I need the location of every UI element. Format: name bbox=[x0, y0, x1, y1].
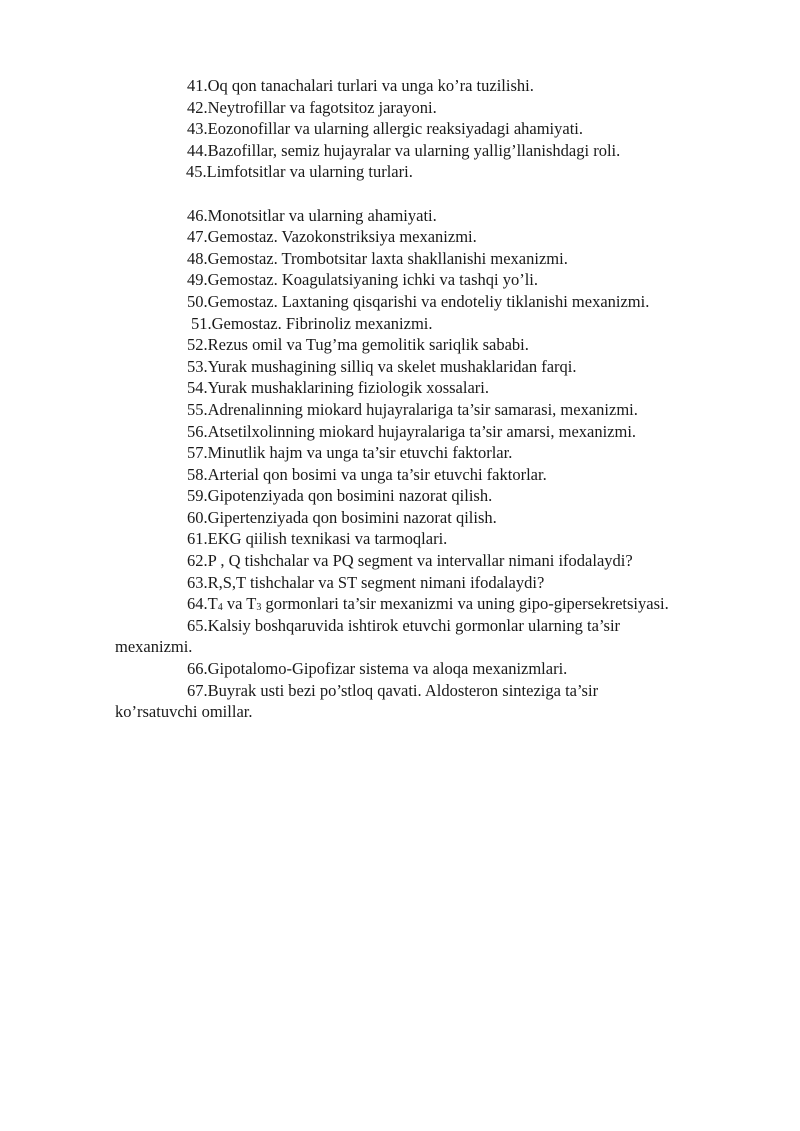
item-text: gormonlari ta’sir mexanizmi va uning gipo-gipersekretsiyasi. bbox=[261, 594, 669, 614]
item-text: Bazofillar, semiz hujayralar va ularning yallig’llanishdagi roli. bbox=[207, 140, 621, 160]
item-number: 46. bbox=[187, 205, 208, 225]
list-item bbox=[0, 507, 800, 529]
list-item bbox=[0, 615, 800, 637]
list-item bbox=[0, 334, 800, 356]
item-text: Gemostaz. Trombotsitar laxta shakllanishi mexanizmi. bbox=[207, 248, 568, 268]
item-text: Gipertenziyada qon bosimini nazorat qilish. bbox=[207, 507, 497, 527]
item-number: 48. bbox=[187, 248, 208, 268]
item-text: Oq qon tanachalari turlari va unga ko’ra tuzilishi. bbox=[207, 76, 534, 95]
item-text: Eozonofillar va ularning allergic reaksiyadagi ahamiyati. bbox=[207, 119, 584, 139]
list-item bbox=[0, 550, 800, 572]
conjunction: va bbox=[222, 594, 247, 614]
list-item bbox=[0, 593, 800, 615]
list-item bbox=[0, 248, 800, 270]
item-number: 66. bbox=[187, 659, 208, 679]
item-number: 45. bbox=[186, 162, 207, 182]
list-item bbox=[0, 464, 800, 486]
item-text: Gemostaz. Vazokonstriksiya mexanizmi. bbox=[207, 227, 477, 247]
item-number: 64. bbox=[187, 594, 208, 614]
item-number: 52. bbox=[187, 335, 208, 355]
list-item bbox=[0, 140, 800, 162]
item-text: Gemostaz. Laxtaning qisqarishi va endoteliy tiklanishi mexanizmi. bbox=[207, 291, 650, 311]
item-text: Neytrofillar va fagotsitoz jarayoni. bbox=[207, 97, 437, 117]
list-item bbox=[0, 485, 800, 507]
subscript-3: 3 bbox=[256, 602, 262, 614]
item-number: 53. bbox=[187, 356, 208, 376]
item-number: 59. bbox=[187, 486, 208, 506]
item-text: Minutlik hajm va unga ta’sir etuvchi faktorlar. bbox=[207, 443, 513, 463]
item-text: Arterial qon bosimi va unga ta’sir etuvchi faktorlar. bbox=[207, 464, 547, 484]
item-text: Buyrak usti bezi po’stloq qavati. Aldosteron sinteziga ta’sir bbox=[207, 680, 599, 700]
item-number: 65. bbox=[187, 615, 208, 635]
item-text: Gipotalomo-Gipofizar sistema va aloqa mexanizmlari. bbox=[207, 659, 568, 679]
item-text: Yurak mushagining silliq va skelet mushaklaridan farqi. bbox=[207, 356, 577, 376]
item-number: 57. bbox=[187, 443, 208, 463]
item-text: Adrenalinning miokard hujayralariga ta’sir samarasi, mexanizmi. bbox=[207, 399, 638, 419]
list-item bbox=[0, 421, 800, 443]
item-number: 47. bbox=[187, 227, 208, 247]
item-text: Gipotenziyada qon bosimini nazorat qilish. bbox=[207, 486, 493, 506]
spacer bbox=[0, 183, 800, 205]
item-text: Atsetilxolinning miokard hujayralariga ta’sir amarsi, mexanizmi. bbox=[207, 421, 637, 441]
list-item bbox=[0, 291, 800, 313]
list-item bbox=[0, 377, 800, 399]
list-item bbox=[0, 680, 800, 702]
hormone-t4: T bbox=[207, 594, 218, 614]
list-item bbox=[0, 97, 800, 119]
list-item bbox=[0, 442, 800, 464]
item-number: 67. bbox=[187, 680, 208, 700]
item-number: 63. bbox=[187, 572, 208, 592]
list-item bbox=[0, 161, 800, 183]
list-item bbox=[0, 399, 800, 421]
item-text: Gemostaz. Fibrinoliz mexanizmi. bbox=[211, 313, 433, 333]
item-number: 56. bbox=[187, 421, 208, 441]
item-text: Gemostaz. Koagulatsiyaning ichki va tashqi yo’li. bbox=[207, 270, 539, 290]
list-item bbox=[0, 528, 800, 550]
item-text: Yurak mushaklarining fiziologik xossalari. bbox=[207, 378, 489, 398]
item-text: R,S,T tishchalar va ST segment nimani ifodalaydi? bbox=[207, 572, 545, 592]
item-number: 50. bbox=[187, 291, 208, 311]
list-item bbox=[0, 269, 800, 291]
list-item bbox=[0, 572, 800, 594]
item-number: 58. bbox=[187, 464, 208, 484]
item-text: P , Q tishchalar va PQ segment va intervallar nimani ifodalaydi? bbox=[207, 551, 633, 571]
item-text: Monotsitlar va ularning ahamiyati. bbox=[207, 205, 437, 225]
list-item bbox=[0, 226, 800, 248]
item-number: 60. bbox=[187, 507, 208, 527]
item-number: 54. bbox=[187, 378, 208, 398]
item-number: 41. bbox=[187, 76, 208, 95]
item-number: 61. bbox=[187, 529, 208, 549]
question-list bbox=[0, 75, 800, 723]
list-item bbox=[0, 356, 800, 378]
subscript-4: 4 bbox=[217, 602, 223, 614]
item-number: 55. bbox=[187, 399, 208, 419]
item-number: 43. bbox=[187, 119, 208, 139]
item-text: Kalsiy boshqaruvida ishtirok etuvchi gormonlar ularning ta’sir bbox=[207, 615, 621, 635]
list-item bbox=[0, 75, 800, 97]
item-number: 51. bbox=[191, 313, 212, 333]
item-number: 62. bbox=[187, 551, 208, 571]
item-number: 49. bbox=[187, 270, 208, 290]
list-item-continuation: mexanizmi. bbox=[115, 637, 193, 657]
item-number: 44. bbox=[187, 140, 208, 160]
list-item bbox=[0, 658, 800, 680]
list-item bbox=[0, 313, 800, 335]
item-text: Limfotsitlar va ularning turlari. bbox=[206, 162, 413, 182]
list-item bbox=[0, 205, 800, 227]
list-item bbox=[0, 118, 800, 140]
list-item-continuation: ko’rsatuvchi omillar. bbox=[115, 702, 253, 722]
hormone-t3: T bbox=[246, 594, 257, 614]
item-text: EKG qiilish texnikasi va tarmoqlari. bbox=[207, 529, 448, 549]
item-text: Rezus omil va Tug’ma gemolitik sariqlik sababi. bbox=[207, 335, 529, 355]
item-number: 42. bbox=[187, 97, 208, 117]
